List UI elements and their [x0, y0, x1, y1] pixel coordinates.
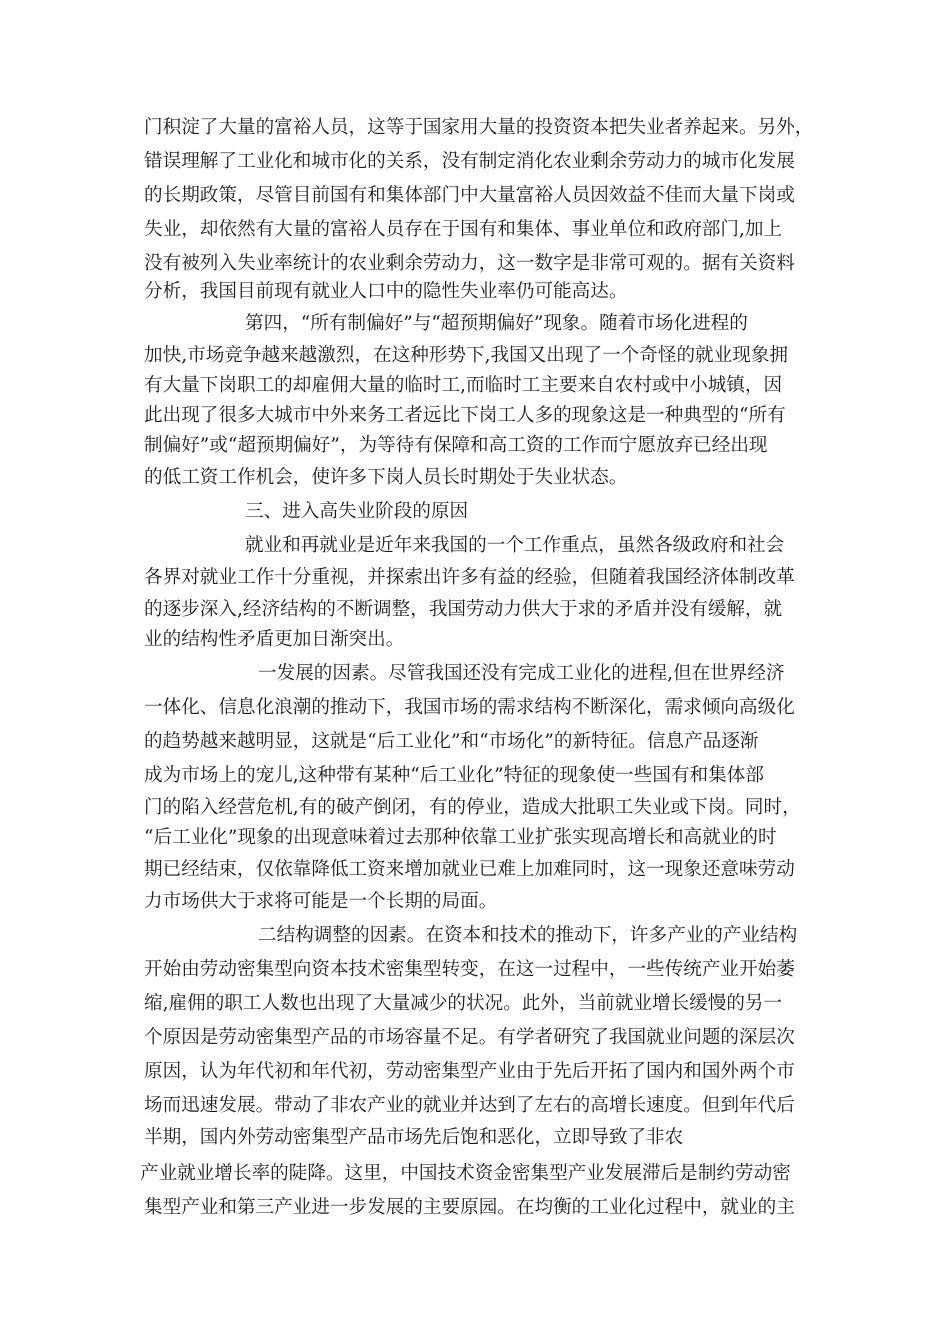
text-line: 产业就业增长率的陡降。这里，中国技术资金密集型产业发展滞后是制约劳动密 [140, 1163, 791, 1184]
text-line: 门的陷入经营危机,有的破产倒闭，有的停业，造成大批职工失业或下岗。同时， [144, 797, 801, 818]
text-line: “后工业化”现象的出现意味着过去那种依靠工业扩张实现高增长和高就业的时 [144, 827, 777, 848]
text-line: 失业，却依然有大量的富裕人员存在于国有和集体、事业单位和政府部门,加上 [144, 219, 783, 240]
text-line: 一发展的因素。尽管我国还没有完成工业化的进程,但在世界经济 [258, 663, 785, 684]
text-line: 的逐步深入,经济结构的不断调整，我国劳动力供大于求的矛盾并没有缓解，就 [144, 599, 783, 620]
text-line: 开始由劳动密集型向资本技术密集型转变，在这一过程中，一些传统产业开始萎 [144, 959, 795, 980]
text-line: 期已经结束，仅依靠降低工资来增加就业已难上加难同时，这一现象还意味劳动 [144, 859, 795, 880]
text-line: 半期，国内外劳动密集型产品市场先后饱和恶化，立即导致了非农 [144, 1127, 684, 1148]
text-line: 第四，“所有制偏好”与“超预期偏好”现象。随着市场化进程的 [245, 313, 748, 334]
text-line: 各界对就业工作十分重视，并探索出许多有益的经验，但随着我国经济体制改革 [144, 567, 795, 588]
text-line: 集型产业和第三产业进一步发展的主要原园。在均衡的工业化过程中，就业的主 [144, 1197, 795, 1218]
section-heading: 三、进入高失业阶段的原因 [245, 501, 469, 522]
text-line: 没有被列入失业率统计的农业剩余劳动力，这一数字是非常可观的。据有关资料 [144, 253, 795, 274]
text-line: 二结构调整的因素。在资本和技术的推动下，许多产业的产业结构 [258, 925, 798, 946]
text-line: 制偏好”或“超预期偏好”，为等待有保障和高工资的工作而宁愿放弃已经出现 [144, 435, 768, 456]
text-line: 原因，认为年代初和年代初，劳动密集型产业由于先后开拓了国内和国外两个市 [144, 1061, 795, 1082]
text-line: 一体化、信息化浪潮的推动下，我国市场的需求结构不断深化，需求倾向高级化 [144, 697, 795, 718]
text-line: 业的结构性矛盾更加日渐突出。 [144, 629, 405, 650]
text-line: 有大量下岗职工的却雇佣大量的临时工,而临时工主要来自农村或中小城镇，因 [144, 375, 783, 396]
text-line: 分析，我国目前现有就业人口中的隐性失业率仍可能高达。 [144, 281, 628, 302]
text-line: 场而迅速发展。带动了非农产业的就业并达到了左右的高增长速度。但到年代后 [144, 1095, 795, 1116]
text-line: 的趋势越来越明显，这就是“后工业化”和“市场化”的新特征。信息产品逐渐 [144, 731, 759, 752]
text-line: 的低工资工作机会，使许多下岗人员长时期处于失业状态。 [144, 467, 628, 488]
text-line: 的长期政策，尽管目前国有和集体部门中大量富裕人员因效益不佳而大量下岗或 [144, 185, 795, 206]
text-line: 加快,市场竞争越来越激烈，在这种形势下,我国又出现了一个奇怪的就业现象拥 [144, 345, 789, 366]
text-line: 就业和再就业是近年来我国的一个工作重点，虽然各级政府和社会 [245, 535, 785, 556]
text-line: 个原因是劳动密集型产品的市场容量不足。有学者研究了我国就业问题的深层次 [144, 1027, 795, 1048]
text-line: 门积淀了大量的富裕人员，这等于国家用大量的投资资本把失业者养起来。另外， [144, 117, 814, 138]
text-line: 错误理解了工业化和城市化的关系，没有制定消化农业剩余劳动力的城市化发展 [144, 151, 795, 172]
text-line: 此出现了很多大城市中外来务工者远比下岗工人多的现象这是一种典型的“所有 [144, 405, 786, 426]
text-line: 力市场供大于求将可能是一个长期的局面。 [144, 891, 498, 912]
text-line: 成为市场上的宠儿,这种带有某种“后工业化”特征的现象使一些国有和集体部 [144, 765, 764, 786]
text-line: 缩,雇佣的职工人数也出现了大量减少的状况。此外，当前就业增长缓慢的另一 [144, 993, 783, 1014]
